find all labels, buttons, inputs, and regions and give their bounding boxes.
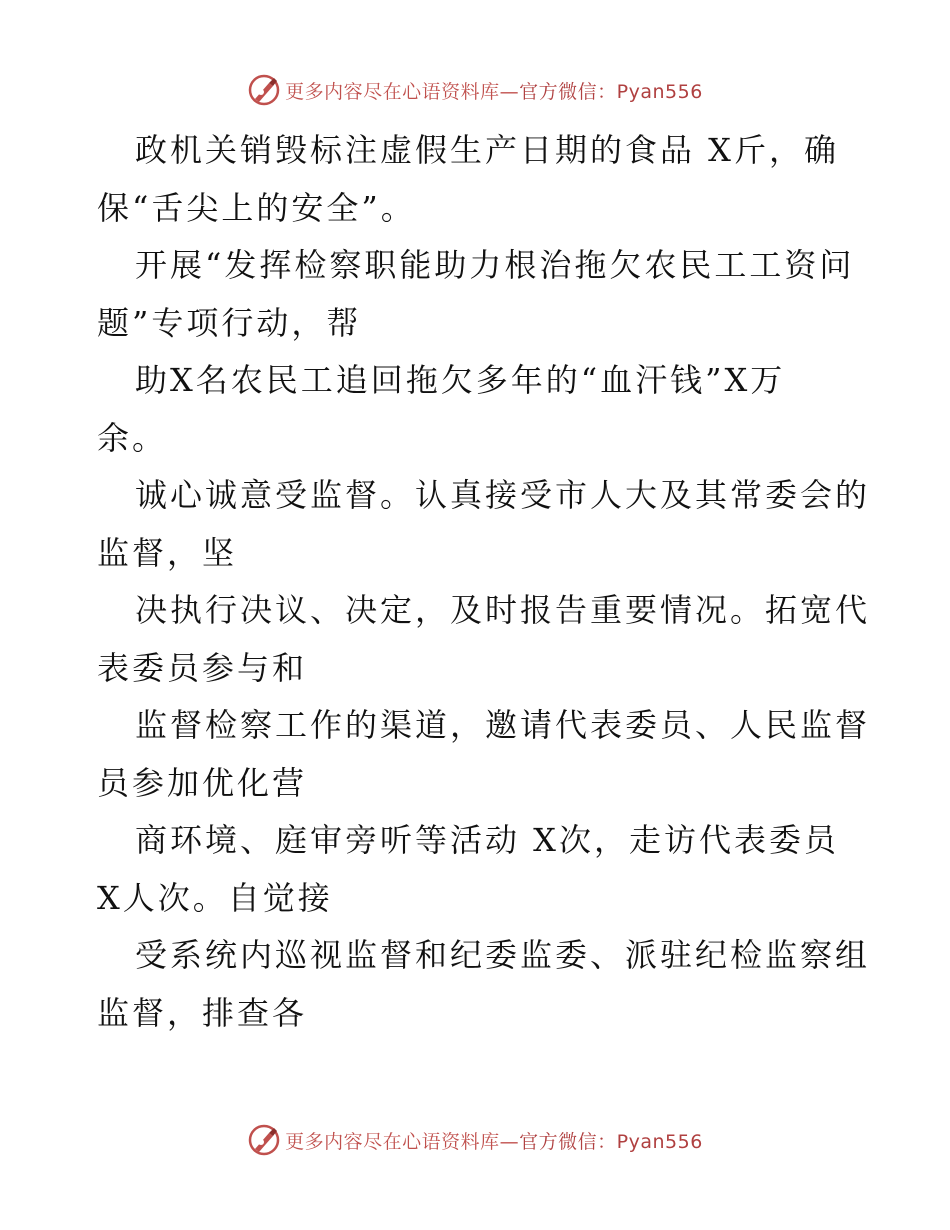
text-line: 员参加优化营 (97, 763, 308, 802)
text-line: 开展“发挥检察职能助力根治拖欠农民工工资问 (135, 246, 855, 284)
footer-separator: — (499, 1130, 520, 1153)
text-line: 题”专项行动，帮 (97, 303, 362, 342)
header-site-text: 更多内容尽在心语资料库 (285, 80, 500, 103)
footer-banner (0, 1120, 950, 1160)
text-line: 受系统内巡视监督和纪委监委、派驻纪检监察组 (135, 936, 871, 974)
text-line: 监督，坚 (97, 533, 238, 572)
text-line: X人次。自觉接 (97, 878, 333, 917)
footer-site-text: 更多内容尽在心语资料库 (285, 1130, 500, 1153)
text-line: 监督，排查各 (97, 993, 308, 1032)
text-line: 助X名农民工追回拖欠多年的“血汗钱”X万 (135, 361, 786, 399)
text-line: 监督检察工作的渠道，邀请代表委员、人民监督 (135, 706, 871, 744)
header-banner-text (285, 77, 703, 104)
text-line: 诚心诚意受监督。认真接受市人大及其常委会的 (135, 476, 871, 514)
text-line: 余。 (97, 418, 168, 457)
header-wechat-text: 官方微信：Pyan556 (519, 80, 703, 103)
text-line: 表委员参与和 (97, 648, 308, 687)
text-line: 商环境、庭审旁听等活动 X次，走访代表委员 (135, 821, 839, 859)
document-body (97, 122, 871, 1042)
text-line: 决执行决议、决定，及时报告重要情况。拓宽代 (135, 591, 871, 629)
footer-banner-text (285, 1127, 703, 1154)
header-banner (0, 70, 950, 110)
pen-logo-icon (247, 1123, 281, 1157)
footer-wechat-text: 官方微信：Pyan556 (519, 1130, 703, 1153)
pen-logo-icon (247, 73, 281, 107)
text-line: 政机关销毁标注虚假生产日期的食品 X斤，确 (135, 131, 839, 169)
header-separator: — (499, 80, 520, 103)
text-line: 保“舌尖上的安全”。 (97, 188, 416, 227)
